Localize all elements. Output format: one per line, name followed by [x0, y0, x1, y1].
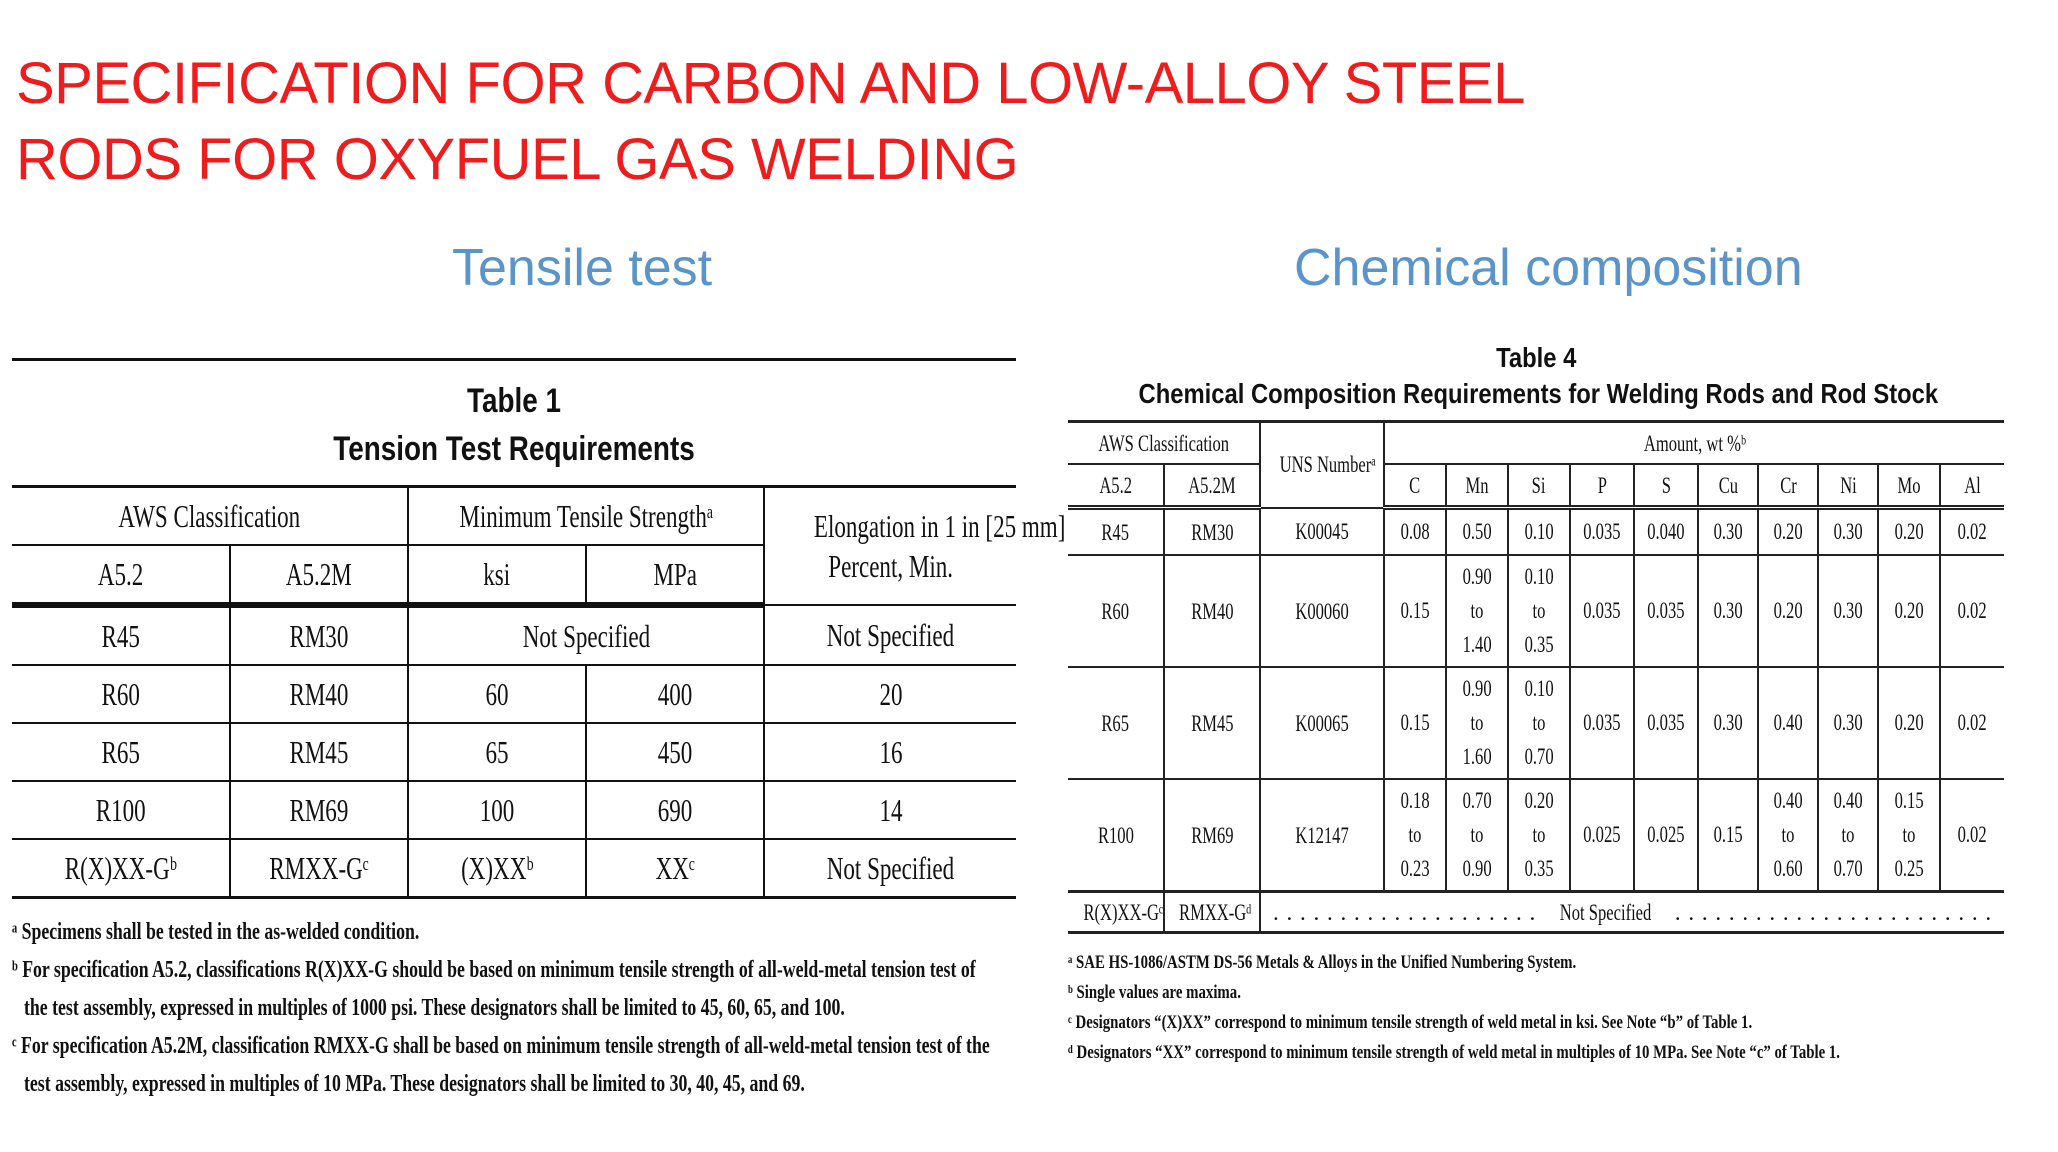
header-a52m: A5.2M	[1164, 464, 1260, 508]
cell-a52: R100	[12, 781, 230, 839]
cell-s: 0.040	[1634, 508, 1698, 556]
cell-mo: 0.20	[1878, 555, 1940, 667]
table1-caption-number: Table 1	[466, 382, 561, 420]
cell-a52: R100	[1068, 779, 1164, 892]
header-aws-classification: AWS Classification	[1068, 422, 1260, 465]
cell-elongation: Not Specified	[764, 839, 1016, 898]
cell-elongation: 16	[764, 723, 1016, 781]
cell-mn: 0.90 to 1.60	[1446, 667, 1508, 779]
header-ksi: ksi	[408, 545, 586, 605]
cell-elongation: 20	[764, 665, 1016, 723]
table1-caption-title: Tension Test Requirements	[333, 430, 695, 468]
cell-mo: 0.20	[1878, 508, 1940, 556]
header-element-s: S	[1634, 464, 1698, 508]
cell-a52m: RM45	[230, 723, 408, 781]
cell-c: 0.15	[1384, 555, 1446, 667]
cell-a52: R45	[12, 605, 230, 665]
cell-p: 0.025	[1570, 779, 1634, 892]
cell-uns: K00045	[1260, 508, 1384, 556]
table-row	[1068, 508, 2004, 556]
cell-si: 0.10 to 0.70	[1508, 667, 1570, 779]
footnote: ᶜ For specification A5.2M, classification RMXX-G shall be based on minimum tensile strength of all-weld-metal tension test of the	[12, 1033, 990, 1059]
table-row	[1068, 779, 2004, 892]
header-element-c: C	[1384, 464, 1446, 508]
header-a52: A5.2	[1068, 464, 1164, 508]
leader-dots-right: . . . . . . . . . . . . . . . . . . . . . . . .	[1674, 899, 1993, 925]
footnote-continuation: test assembly, expressed in multiples of 10 MPa. These designators shall be limited to 30, 40, 45, and 69.	[24, 1071, 805, 1097]
header-element-mo: Mo	[1878, 464, 1940, 508]
footnote: ᵃ Specimens shall be tested in the as-welded condition.	[12, 919, 420, 945]
cell-cu: 0.30	[1698, 555, 1758, 667]
cell-mn: 0.50	[1446, 508, 1508, 556]
cell-cu: 0.15	[1698, 779, 1758, 892]
cell-ni: 0.30	[1818, 555, 1878, 667]
leader-dots-left: . . . . . . . . . . . . . . . . . . . .	[1273, 899, 1537, 925]
cell-mpa: 400	[586, 665, 764, 723]
cell-p: 0.035	[1570, 555, 1634, 667]
cell-a52: R60	[12, 665, 230, 723]
cell-a52m: RMXX-Gᶜ	[230, 839, 408, 898]
cell-al: 0.02	[1940, 779, 2004, 892]
cell-al: 0.02	[1940, 555, 2004, 667]
chemical-composition-heading: Chemical composition	[1294, 239, 1803, 297]
header-amount: Amount, wt %ᵇ	[1384, 422, 2004, 465]
cell-p: 0.035	[1570, 667, 1634, 779]
header-element-cr: Cr	[1758, 464, 1818, 508]
cell-c: 0.15	[1384, 667, 1446, 779]
tension-test-table-panel	[12, 358, 1066, 1103]
cell-p: 0.035	[1570, 508, 1634, 556]
header-element-si: Si	[1508, 464, 1570, 508]
header-uns-number: UNS Numberᵃ	[1260, 422, 1384, 508]
header-element-mn: Mn	[1446, 464, 1508, 508]
header-min-tensile-strength: Minimum Tensile Strengthᵃ	[408, 487, 764, 546]
cell-a52: R60	[1068, 555, 1164, 667]
footnote-continuation: the test assembly, expressed in multiples of 1000 psi. These designators shall be limited to 45, 60, 65, and 100.	[24, 995, 845, 1021]
cell-ni: 0.30	[1818, 667, 1878, 779]
cell-c: 0.08	[1384, 508, 1446, 556]
cell-not-specified: . . . . . . . . . . . . . . . . . . . . Not Specified . . . . . . . . . . . . . . . . . . . . . . . .	[1260, 892, 2004, 933]
cell-mpa: 450	[586, 723, 764, 781]
table-row	[12, 665, 1016, 723]
chemical-composition-table-panel	[1068, 340, 2004, 1068]
cell-elongation: 14	[764, 781, 1016, 839]
cell-a52: R45	[1068, 508, 1164, 556]
header-aws-classification: AWS Classification	[12, 487, 408, 546]
cell-ni: 0.30	[1818, 508, 1878, 556]
cell-mo: 0.15 to 0.25	[1878, 779, 1940, 892]
cell-a52m: RMXX-Gᵈ	[1164, 892, 1260, 933]
cell-ksi: 65	[408, 723, 586, 781]
table4-footnotes	[1068, 948, 2004, 1068]
table4-caption-title: Chemical Composition Requirements for Welding Rods and Rod Stock	[1138, 378, 1939, 409]
footnote: ᵈ Designators “XX” correspond to minimum tensile strength of weld metal in multiples of 10 MPa. See Note “c” of Table 1.	[1068, 1042, 1841, 1063]
cell-ni: 0.40 to 0.70	[1818, 779, 1878, 892]
header-elongation: Elongation in 1 in [25 mm] Percent, Min.	[764, 487, 1016, 606]
cell-s: 0.025	[1634, 779, 1698, 892]
cell-cr: 0.20	[1758, 555, 1818, 667]
cell-ksi: (X)XXᵇ	[408, 839, 586, 898]
table1-footnotes	[12, 913, 1016, 1103]
cell-al: 0.02	[1940, 667, 2004, 779]
cell-cu: 0.30	[1698, 508, 1758, 556]
cell-a52m: RM30	[1164, 508, 1260, 556]
cell-ksi: 100	[408, 781, 586, 839]
cell-uns: K00065	[1260, 667, 1384, 779]
slide-title-line-1: SPECIFICATION FOR CARBON AND LOW-ALLOY STEEL	[16, 51, 1525, 116]
table-row	[12, 839, 1016, 898]
cell-a52m: RM40	[1164, 555, 1260, 667]
cell-cu: 0.30	[1698, 667, 1758, 779]
cell-a52: R(X)XX-Gᶜ	[1068, 892, 1164, 933]
table4-caption	[1068, 340, 2004, 412]
slide-title	[16, 46, 1525, 198]
table-row	[1068, 555, 2004, 667]
header-element-p: P	[1570, 464, 1634, 508]
tensile-test-heading: Tensile test	[452, 239, 713, 297]
cell-cr: 0.40	[1758, 667, 1818, 779]
table-row	[12, 723, 1016, 781]
cell-uns: K00060	[1260, 555, 1384, 667]
footnote: ᵇ Single values are maxima.	[1068, 982, 1241, 1003]
cell-cr: 0.20	[1758, 508, 1818, 556]
cell-a52: R(X)XX-Gᵇ	[12, 839, 230, 898]
header-mpa: MPa	[586, 545, 764, 605]
cell-a52: R65	[1068, 667, 1164, 779]
cell-a52: R65	[12, 723, 230, 781]
cell-ksi: 60	[408, 665, 586, 723]
cell-a52m: RM30	[230, 605, 408, 665]
cell-elongation: Not Specified	[764, 605, 1016, 665]
footnote: ᶜ Designators “(X)XX” correspond to minimum tensile strength of weld metal in ksi. See Note “b” of Table 1.	[1068, 1012, 1753, 1033]
cell-a52m: RM69	[230, 781, 408, 839]
cell-tensile-merged: Not Specified	[408, 605, 764, 665]
table-row	[12, 781, 1016, 839]
cell-s: 0.035	[1634, 555, 1698, 667]
cell-al: 0.02	[1940, 508, 2004, 556]
slide-title-line-2: RODS FOR OXYFUEL GAS WELDING	[16, 127, 1019, 192]
cell-a52m: RM45	[1164, 667, 1260, 779]
header-element-ni: Ni	[1818, 464, 1878, 508]
table-row	[1068, 667, 2004, 779]
table-row	[12, 605, 1016, 665]
cell-mn: 0.90 to 1.40	[1446, 555, 1508, 667]
header-element-cu: Cu	[1698, 464, 1758, 508]
cell-si: 0.20 to 0.35	[1508, 779, 1570, 892]
cell-si: 0.10 to 0.35	[1508, 555, 1570, 667]
cell-uns: K12147	[1260, 779, 1384, 892]
cell-mpa: 690	[586, 781, 764, 839]
cell-a52m: RM69	[1164, 779, 1260, 892]
table1-caption	[102, 361, 925, 485]
footnote: ᵃ SAE HS-1086/ASTM DS-56 Metals & Alloys in the Unified Numbering System.	[1068, 952, 1577, 973]
cell-mpa: XXᶜ	[586, 839, 764, 898]
header-a52m: A5.2M	[230, 545, 408, 605]
cell-mo: 0.20	[1878, 667, 1940, 779]
footnote: ᵇ For specification A5.2, classifications R(X)XX-G should be based on minimum tensile strength of all-weld-metal tension test of	[12, 957, 976, 983]
header-element-al: Al	[1940, 464, 2004, 508]
cell-c: 0.18 to 0.23	[1384, 779, 1446, 892]
cell-s: 0.035	[1634, 667, 1698, 779]
cell-si: 0.10	[1508, 508, 1570, 556]
chemical-composition-table	[1068, 420, 2004, 934]
cell-mn: 0.70 to 0.90	[1446, 779, 1508, 892]
cell-a52m: RM40	[230, 665, 408, 723]
table4-caption-number: Table 4	[1495, 342, 1577, 373]
tension-test-table	[12, 485, 1066, 899]
header-a52: A5.2	[12, 545, 230, 605]
cell-cr: 0.40 to 0.60	[1758, 779, 1818, 892]
